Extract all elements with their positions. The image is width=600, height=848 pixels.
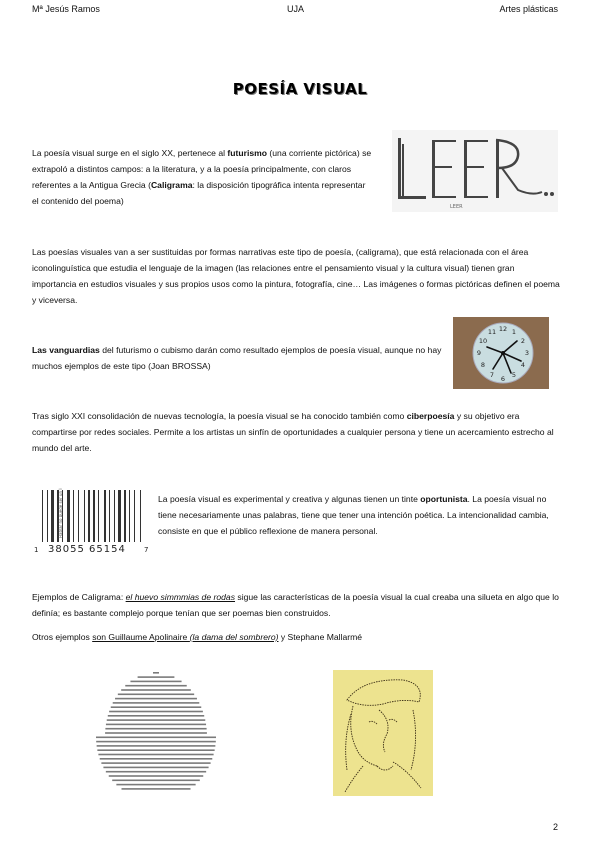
paragraph-experimental — [158, 491, 560, 539]
leer-visual-poem-image — [392, 130, 558, 212]
egg-text-line — [111, 706, 202, 708]
header-subject: Artes plásticas — [499, 4, 558, 14]
egg-text-line — [106, 771, 206, 773]
egg-text-line — [116, 784, 195, 786]
egg-text-line — [96, 741, 216, 743]
link-apollinaire[interactable]: son Guillaume Apolinaire — [92, 632, 190, 642]
text-span: Ejemplos de Caligrama: — [32, 592, 126, 602]
egg-text-line — [105, 732, 207, 734]
text-span: (una corriente pictórica) se extrapoló a distintos campos: a la literatura, y a la poesía principalmente, con claros referentes a la Antigua Grecia ( — [32, 148, 372, 190]
barcode-digits: 38055 65154 — [48, 544, 126, 554]
text-span: Otros ejemplos — [32, 632, 93, 642]
barcode-bar — [73, 490, 74, 542]
egg-text-line — [138, 676, 175, 678]
egg-text-line — [115, 698, 197, 700]
clock-num: 6 — [500, 375, 506, 383]
bold-term-caligrama: Caligrama — [150, 180, 193, 190]
egg-text-line — [121, 689, 191, 691]
clock-photo — [453, 317, 549, 389]
header-author: Mª Jesús Ramos — [32, 4, 100, 14]
barcode-bar — [88, 490, 90, 542]
barcode-bar — [109, 490, 110, 542]
egg-text-line — [108, 715, 204, 717]
egg-text-line — [98, 754, 213, 756]
barcode-bar — [67, 490, 70, 542]
clock-num: 10 — [478, 337, 488, 345]
egg-calligram-image — [86, 666, 226, 796]
barcode-bar — [140, 490, 141, 542]
barcode-bar — [47, 490, 48, 542]
clock-num: 12 — [498, 325, 508, 333]
barcode-bar — [84, 490, 85, 542]
text-span: La poesía visual surge en el siglo XX, pertenece al — [32, 148, 228, 158]
link-huevo-simmias[interactable]: el huevo simmmias de rodas — [125, 592, 236, 602]
paragraph-vanguardias — [32, 342, 442, 374]
clock-num: 3 — [524, 349, 530, 357]
clock-num: 11 — [487, 328, 497, 336]
clock-num: 2 — [520, 337, 526, 345]
barcode-vertical-text: Hablar no puede ser un lujo — [58, 488, 63, 538]
egg-text-line — [105, 728, 206, 730]
egg-text-line — [100, 758, 213, 760]
page-number: 2 — [552, 822, 558, 832]
page-title: POESÍA VISUAL — [232, 80, 368, 98]
bold-term-oportunista: oportunista — [420, 494, 468, 504]
text-span: y Stephane Mallarmé — [278, 632, 363, 642]
barcode-bar — [78, 490, 79, 542]
paragraph-intro — [32, 145, 372, 209]
bold-term-futurismo: futurismo — [227, 148, 268, 158]
barcode-bar — [104, 490, 106, 542]
paragraph-caligrama: Las poesías visuales van a ser sustituidas por formas narrativas este tipo de poesía, (caligrama), que está relacionada con el área iconolinguística que estudia el lenguaje de la imagen (las relaciones entre el pensamiento visual y la cultura visual) tienen gran importancia en estudios visuales y sus propios usos como la pintura, fotografía, cine… Las imágenes o formas pictóricas definen el poema y viceversa. — [32, 247, 560, 305]
barcode-bar — [124, 490, 126, 542]
barcode-poem-image — [34, 488, 152, 554]
header-institution: UJA — [287, 4, 305, 14]
barcode-bar — [114, 490, 115, 542]
egg-text-line — [113, 702, 200, 704]
text-span: . La poesía visual no tiene necesariamente unas palabras, tiene que tener una intención poética. La intencionalidad cambia, consiste en que el público reflexione de manera personal. — [158, 494, 549, 536]
barcode-bar — [51, 490, 54, 542]
text-span: Tras siglo XXI consolidación de nuevas tecnología, la poesía visual se ha conocido también como — [32, 411, 407, 421]
paragraph-otros-ejemplos — [32, 629, 560, 645]
paragraph-ejemplos-caligrama — [32, 589, 560, 621]
barcode-bar — [98, 490, 99, 542]
bold-term-ciberpoesia: ciberpoesía — [406, 411, 455, 421]
link-dama-sombrero[interactable]: (la dama del sombrero) — [189, 632, 279, 642]
barcode-bar — [129, 490, 130, 542]
egg-text-line — [96, 737, 216, 739]
barcode-bar — [134, 490, 135, 542]
egg-text-line — [109, 711, 203, 713]
egg-text-line — [109, 775, 204, 777]
egg-text-line — [118, 694, 194, 696]
bold-term-vanguardias: Las vanguardias — [32, 345, 100, 355]
egg-text-line — [112, 780, 200, 782]
clock-num: 8 — [480, 361, 486, 369]
clock-num: 5 — [511, 371, 517, 379]
text-span: y su objetivo era compartirse por redes sociales. Permite a los artistas un sinfín de oportunidades a cualquier persona y tiene un acercamiento estrecho al mundo del arte. — [32, 411, 554, 453]
egg-text-line — [106, 724, 206, 726]
egg-text-line — [122, 788, 191, 790]
egg-text-line — [97, 749, 214, 751]
clock-num: 7 — [489, 371, 495, 379]
paragraph-ciberpoesia — [32, 408, 560, 456]
barcode-bar — [118, 490, 121, 542]
egg-text-line — [130, 681, 181, 683]
barcode-bar — [93, 490, 95, 542]
egg-text-line — [103, 767, 208, 769]
text-span: La poesía visual es experimental y creativa y algunas tienen un tinte — [158, 494, 421, 504]
barcode-bar — [42, 490, 43, 542]
egg-text-line — [101, 762, 210, 764]
egg-text-line — [97, 745, 216, 747]
hat-lady-calligram-image — [333, 670, 433, 796]
barcode-digit-right: 7 — [144, 546, 149, 554]
clock-num: 9 — [476, 349, 482, 357]
leer-caption: LEER — [450, 204, 463, 210]
text-span: sigue las características de la poesía visual la cual creaba una silueta en algo que lo definía; es bastante complejo porque tenían que ser poemas bien construidos. — [32, 592, 559, 618]
egg-text-line — [125, 685, 186, 687]
egg-text-line — [107, 719, 206, 721]
text-span: : la disposición tipográfica intenta representar el contenido del poema) — [32, 180, 366, 206]
egg-text-line — [153, 672, 159, 674]
text-span: del futurismo o cubismo darán como resultado ejemplos de poesía visual, aunque no hay muchos ejemplos de este tipo (Joan BROSSA) — [32, 345, 442, 371]
clock-num: 4 — [520, 361, 526, 369]
clock-num: 1 — [511, 328, 517, 336]
barcode-digit-left: 1 — [34, 546, 39, 554]
